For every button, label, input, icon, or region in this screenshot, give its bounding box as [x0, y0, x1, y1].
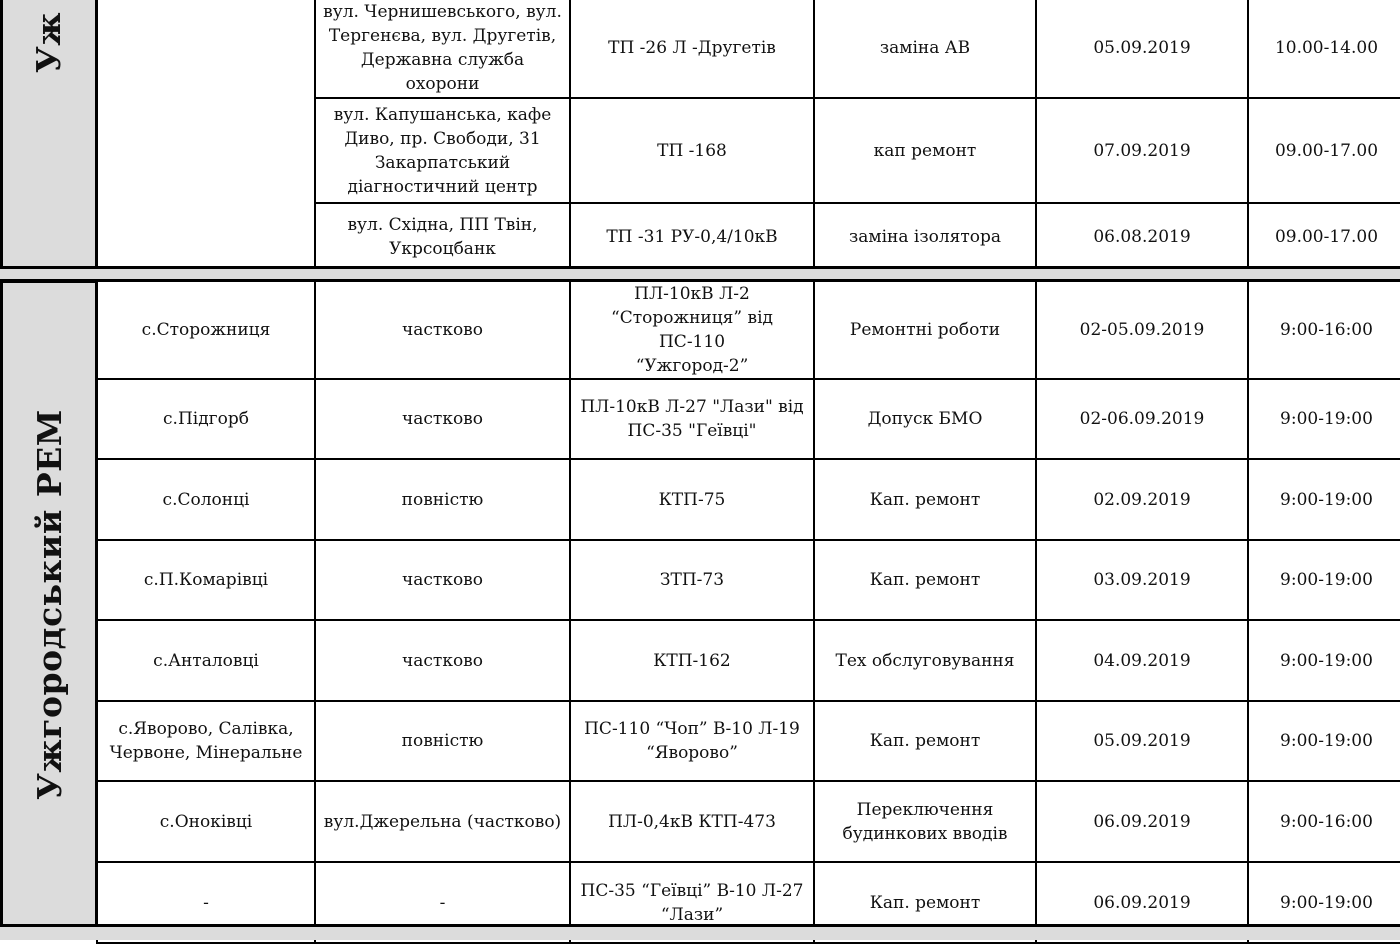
date-cell: 07.09.2019	[1036, 98, 1248, 203]
time-cell: 9:00-19:00	[1248, 862, 1400, 943]
work-cell: кап ремонт	[814, 98, 1036, 203]
streets-cell: вул.Джерельна (частково)	[315, 781, 570, 862]
bottom-separator	[0, 924, 1400, 940]
streets-cell: повністю	[315, 459, 570, 540]
work-cell: Допуск БМО	[814, 379, 1036, 459]
table-row	[97, 459, 1400, 540]
streets-cell: частково	[315, 379, 570, 459]
time-cell: 9:00-19:00	[1248, 620, 1400, 701]
table-row	[97, 701, 1400, 781]
table-row	[315, 98, 1400, 203]
date-cell: 05.09.2019	[1036, 701, 1248, 781]
date-cell: 02-06.09.2019	[1036, 379, 1248, 459]
table-row	[97, 379, 1400, 459]
table-row	[315, 0, 1400, 98]
work-cell: заміна ізолятора	[814, 203, 1036, 270]
settlement-cell: с.Солонці	[97, 459, 315, 540]
date-cell: 03.09.2019	[1036, 540, 1248, 620]
streets-cell: частково	[315, 281, 570, 379]
rem-label-cell-2	[0, 280, 98, 928]
settlement-cell: с.Яворово, Салівка, Червоне, Мінеральне	[97, 701, 315, 781]
date-cell: 05.09.2019	[1036, 0, 1248, 98]
streets-cell: вул. Чернишевського, вул. Тергенєва, вул. Другетів, Державна служба охорони	[315, 0, 570, 98]
work-cell: Переключення будинкових вводів	[814, 781, 1036, 862]
settlement-cell: с.П.Комарівці	[97, 540, 315, 620]
date-cell: 02-05.09.2019	[1036, 281, 1248, 379]
object-cell: ПЛ-0,4кВ КТП-473	[570, 781, 814, 862]
table-row	[97, 781, 1400, 862]
object-cell: ЗТП-73	[570, 540, 814, 620]
date-cell: 06.09.2019	[1036, 862, 1248, 943]
date-cell: 06.09.2019	[1036, 781, 1248, 862]
object-cell: ТП -26 Л -Другетів	[570, 0, 814, 98]
table-row	[97, 540, 1400, 620]
work-cell: Кап. ремонт	[814, 540, 1036, 620]
object-cell: КТП-75	[570, 459, 814, 540]
object-cell: ПЛ-10кВ Л-27 "Лази" від ПС-35 "Геївці"	[570, 379, 814, 459]
streets-cell: повністю	[315, 701, 570, 781]
outage-table-1	[314, 0, 1400, 271]
object-cell: КТП-162	[570, 620, 814, 701]
streets-cell: вул. Східна, ПП Твін, Укрсоцбанк	[315, 203, 570, 270]
outage-table-2	[96, 280, 1400, 944]
object-cell: ПЛ-10кВ Л-2 “Сторожниця” від ПС-110 “Ужгород-2”	[570, 281, 814, 379]
table-row	[97, 620, 1400, 701]
date-cell: 04.09.2019	[1036, 620, 1248, 701]
work-cell: Кап. ремонт	[814, 862, 1036, 943]
rem-label-1: Уж	[29, 11, 69, 74]
settlement-cell: -	[97, 862, 315, 943]
time-cell: 9:00-19:00	[1248, 459, 1400, 540]
object-cell: ПС-110 “Чоп” В-10 Л-19 “Яворово”	[570, 701, 814, 781]
time-cell: 10.00-14.00	[1248, 0, 1400, 98]
time-cell: 9:00-19:00	[1248, 540, 1400, 620]
work-cell: Ремонтні роботи	[814, 281, 1036, 379]
time-cell: 9:00-19:00	[1248, 701, 1400, 781]
settlement-cell: с.Підгорб	[97, 379, 315, 459]
time-cell: 9:00-16:00	[1248, 281, 1400, 379]
object-cell: ТП -168	[570, 98, 814, 203]
rem-label-2: Ужгородський РЕМ	[29, 408, 69, 800]
time-cell: 9:00-19:00	[1248, 379, 1400, 459]
rem-label-cell-1	[0, 0, 98, 269]
streets-cell: частково	[315, 540, 570, 620]
settlement-cell: с.Анталовці	[97, 620, 315, 701]
time-cell: 9:00-16:00	[1248, 781, 1400, 862]
table-row	[315, 203, 1400, 270]
work-cell: Кап. ремонт	[814, 459, 1036, 540]
settlement-cell: с.Оноківці	[97, 781, 315, 862]
table-row	[97, 281, 1400, 379]
streets-cell: вул. Капушанська, кафе Диво, пр. Свободи, 31 Закарпатський діагностичний центр	[315, 98, 570, 203]
work-cell: Тех обслуговування	[814, 620, 1036, 701]
time-cell: 09.00-17.00	[1248, 98, 1400, 203]
work-cell: заміна АВ	[814, 0, 1036, 98]
settlement-cell: с.Сторожниця	[97, 281, 315, 379]
date-cell: 06.08.2019	[1036, 203, 1248, 270]
streets-cell: -	[315, 862, 570, 943]
time-cell: 09.00-17.00	[1248, 203, 1400, 270]
settlement-cell-merged	[96, 0, 316, 269]
object-cell: ТП -31 РУ-0,4/10кВ	[570, 203, 814, 270]
streets-cell: частково	[315, 620, 570, 701]
object-cell: ПС-35 “Геївці” В-10 Л-27 “Лази”	[570, 862, 814, 943]
date-cell: 02.09.2019	[1036, 459, 1248, 540]
work-cell: Кап. ремонт	[814, 701, 1036, 781]
